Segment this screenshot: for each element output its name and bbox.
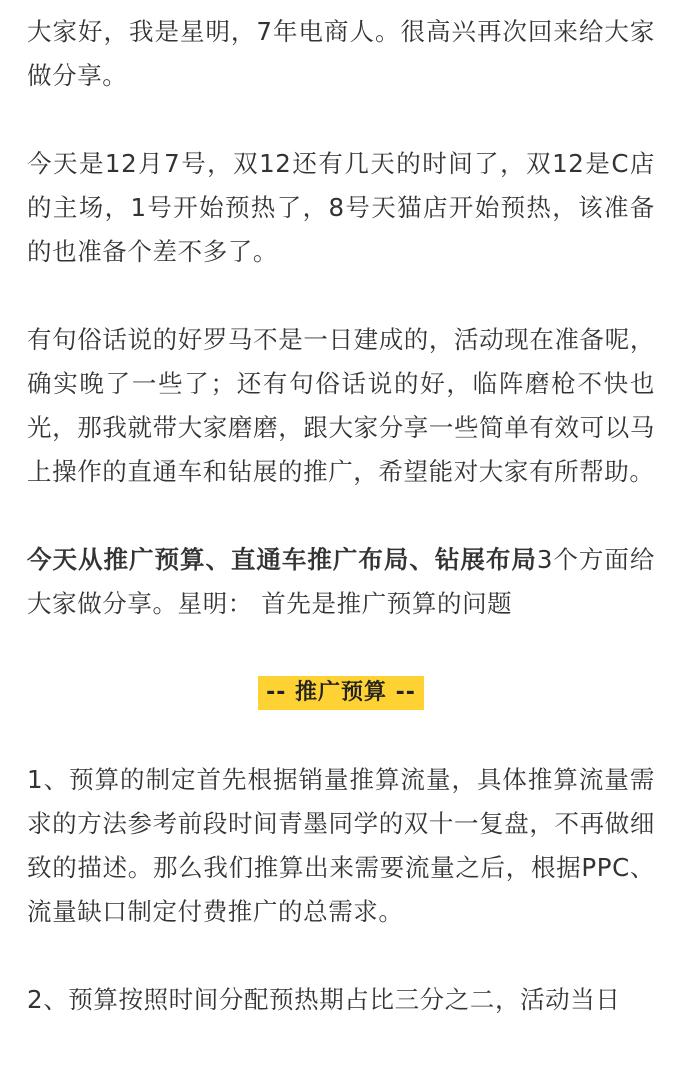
date-paragraph: 今天是12月7号，双12还有几天的时间了，双12是C店的主场，1号开始预热了，8号天猫店开始预热，该准备的也准备个差不多了。	[27, 149, 655, 266]
article-body	[27, 10, 655, 1022]
paragraph-gap	[27, 714, 655, 758]
section-heading	[27, 670, 655, 714]
topics-bold-text: 今天从推广预算、直通车推广布局、钻展布局	[27, 545, 537, 574]
paragraph-gap	[27, 98, 655, 142]
section-title-budget: -- 推广预算 --	[258, 676, 424, 710]
topics-paragraph	[27, 538, 655, 626]
paragraph-gap	[27, 274, 655, 318]
intro-paragraph: 大家好，我是星明，7年电商人。很高兴再次回来给大家做分享。	[27, 17, 655, 90]
topics-rest-text: 3个方面给大家做分享。星明： 首先是推广预算的问题	[27, 545, 655, 618]
point-2-paragraph: 2、预算按照时间分配预热期占比三分之二，活动当日	[27, 985, 621, 1014]
paragraph-gap	[27, 626, 655, 670]
saying-paragraph: 有句俗话说的好罗马不是一日建成的，活动现在准备呢，确实晚了一些了；还有句俗话说的好，临阵磨枪不快也光，那我就带大家磨磨，跟大家分享一些简单有效可以马上操作的直通车和钻展的推广，希望能对大家有所帮助。	[27, 325, 655, 486]
paragraph-gap	[27, 494, 655, 538]
point-1-paragraph: 1、预算的制定首先根据销量推算流量，具体推算流量需求的方法参考前段时间青墨同学的双十一复盘，不再做细致的描述。那么我们推算出来需要流量之后，根据PPC、流量缺口制定付费推广的总需求。	[27, 765, 655, 926]
paragraph-gap	[27, 934, 655, 978]
